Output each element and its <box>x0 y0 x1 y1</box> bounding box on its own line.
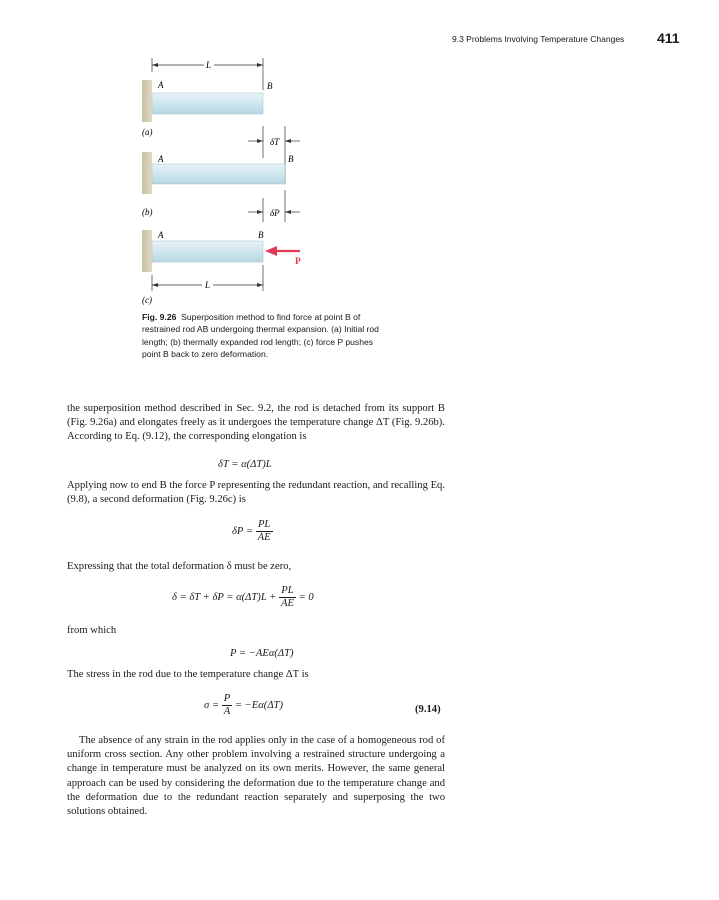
equation-total-deformation <box>172 585 314 610</box>
equation-delta-t: δT = α(ΔT)L <box>218 459 272 470</box>
delta-p-label: δP <box>270 208 280 218</box>
delta-p-dimension <box>248 190 300 222</box>
force-p-label: P <box>295 257 301 267</box>
wall-c <box>142 230 152 272</box>
delta-t-label: δT <box>270 137 280 147</box>
eq5-fraction <box>222 693 232 718</box>
eq5-denominator: A <box>223 706 231 717</box>
eq3-fraction <box>279 585 296 610</box>
rod-c <box>152 241 263 262</box>
equation-stress <box>204 693 283 718</box>
paragraph-2: Applying now to end B the force P representing the redundant reaction, and recalling Eq. (9.8), a second deformation (Fig. 9.26c) is <box>67 480 445 506</box>
eq2-denominator: AE <box>257 532 271 543</box>
caption-figure-label: Fig. 9.26 <box>142 312 177 322</box>
rod-b <box>152 164 285 184</box>
equation-force-p: P = −AEα(ΔT) <box>230 648 294 659</box>
figure-part-a <box>142 58 273 137</box>
figure-9-26 <box>0 0 719 310</box>
force-arrowhead <box>265 246 277 256</box>
equation-number: (9.14) <box>415 704 441 715</box>
eq3-denominator: AE <box>280 598 294 609</box>
eq5-numerator: P <box>223 693 231 704</box>
point-a-label: A <box>158 80 164 90</box>
eq3-numerator: PL <box>279 585 296 598</box>
part-a-label: (a) <box>142 127 153 137</box>
page-number: 411 <box>657 30 680 46</box>
rod-a <box>152 93 263 114</box>
eq3-lhs: δ = δT + δP = α(ΔT)L + <box>172 591 277 603</box>
paragraph-1: the superposition method described in Sec. 9.2, the rod is detached from its support B (Fig. 9.26a) and elongates freely as it undergoes the temperature change ΔT (Fig. 9.26b). According to Eq. (9.12), the corresponding elongation is <box>67 403 445 443</box>
running-header: 9.3 Problems Involving Temperature Changes <box>452 34 625 44</box>
eq2-numerator: PL <box>256 519 273 532</box>
eq5-lhs: σ = <box>204 699 220 711</box>
figure-caption <box>142 311 392 361</box>
point-b-label: B <box>267 81 273 91</box>
paragraph-6: The absence of any strain in the rod applies only in the case of a homogeneous rod of uniform cross section. Any other problem involving a restrained structure undergoing a change in temperature must be analyzed on its own merits. However, the same general approach can be used by considering the deformation due to the temperature change and the deformation due to the redundant reaction separately and superposing the two solutions obtained. <box>67 735 445 818</box>
equation-delta-p <box>232 519 273 544</box>
paragraph-5: The stress in the rod due to the temperature change ΔT is <box>67 669 309 680</box>
figure-part-c <box>142 230 301 305</box>
caption-text: Superposition method to find force at point B of restrained rod AB undergoing thermal expansion. (a) Initial rod length; (b) thermally expanded rod length; (c) force P pushes point B back to zero deformation. <box>142 312 379 360</box>
eq2-lhs: δP = <box>232 525 254 537</box>
point-b-label: B <box>288 154 294 164</box>
point-a-label: A <box>158 230 164 240</box>
wall-b <box>142 152 152 194</box>
part-b-label: (b) <box>142 207 153 217</box>
part-c-label: (c) <box>142 295 152 305</box>
paragraph-4: from which <box>67 625 117 636</box>
wall-a <box>142 80 152 122</box>
length-label-a: L <box>206 60 212 70</box>
point-a-label: A <box>158 154 164 164</box>
paragraph-3: Expressing that the total deformation δ must be zero, <box>67 561 292 572</box>
eq2-fraction <box>256 519 273 544</box>
eq3-rhs: = 0 <box>298 591 314 603</box>
point-b-label: B <box>258 230 264 240</box>
figure-part-b <box>142 126 300 217</box>
eq5-rhs: = −Eα(ΔT) <box>234 699 283 711</box>
length-label-c: L <box>205 280 211 290</box>
